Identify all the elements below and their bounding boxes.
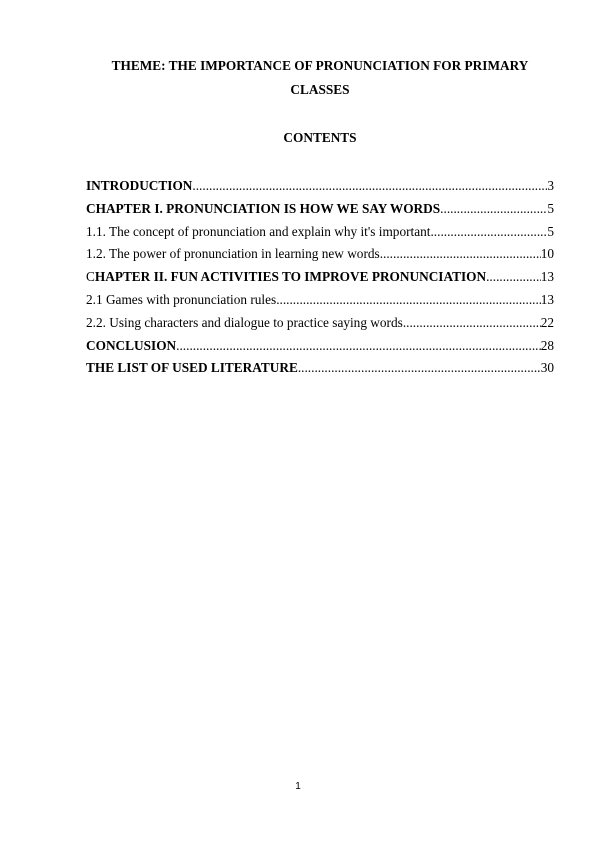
toc-entry-page: 28 bbox=[540, 337, 554, 353]
toc-entry-label: THE LIST OF USED LITERATURE bbox=[86, 360, 298, 376]
toc-entry-label: 1.2. The power of pronunciation in learning new words bbox=[86, 246, 380, 262]
document-title-line-2: CLASSES bbox=[290, 82, 350, 97]
page-number: 1 bbox=[295, 781, 301, 792]
toc-entry-section-2-2[interactable] bbox=[86, 312, 554, 335]
toc-entry-label: 2.2. Using characters and dialogue to practice saying words bbox=[86, 314, 403, 330]
toc-leader-dots bbox=[380, 243, 541, 266]
toc-entry-page: 30 bbox=[540, 360, 554, 376]
toc-entry-page: 5 bbox=[547, 200, 554, 216]
toc-entry-conclusion[interactable] bbox=[86, 335, 554, 358]
toc-leader-dots bbox=[298, 357, 541, 380]
toc-entry-section-1-1[interactable] bbox=[86, 221, 554, 244]
toc-leader-dots bbox=[403, 312, 541, 335]
document-title-line-1: THEME: THE IMPORTANCE OF PRONUNCIATION FOR PRIMARY bbox=[111, 58, 529, 73]
toc-entry-chapter-2[interactable] bbox=[86, 266, 554, 289]
toc-entry-literature[interactable] bbox=[86, 357, 554, 380]
toc-entry-page: 10 bbox=[540, 246, 554, 262]
toc-entry-label bbox=[86, 266, 486, 289]
toc-entry-page: 3 bbox=[547, 178, 554, 193]
toc-leader-dots bbox=[176, 335, 541, 358]
toc-leader-dots bbox=[430, 221, 547, 244]
contents-heading: CONTENTS bbox=[283, 130, 357, 145]
toc-leader-dots bbox=[486, 266, 541, 289]
toc-entry-label-initial: C bbox=[86, 269, 95, 285]
toc-leader-dots bbox=[276, 289, 541, 312]
toc-entry-introduction[interactable] bbox=[86, 175, 554, 198]
table-of-contents bbox=[86, 175, 554, 380]
toc-entry-page: 13 bbox=[540, 269, 554, 285]
toc-entry-label: 2.1 Games with pronunciation rules bbox=[86, 291, 277, 307]
toc-entry-label: INTRODUCTION bbox=[86, 178, 193, 193]
toc-entry-chapter-1[interactable] bbox=[86, 198, 554, 221]
toc-leader-dots bbox=[192, 175, 547, 198]
toc-entry-label: 1.1. The concept of pronunciation and explain why it's important bbox=[86, 223, 431, 239]
toc-leader-dots bbox=[440, 198, 547, 221]
toc-entry-section-1-2[interactable] bbox=[86, 243, 554, 266]
toc-entry-label: CONCLUSION bbox=[86, 337, 177, 353]
toc-entry-page: 13 bbox=[540, 291, 554, 307]
toc-entry-label-rest: HAPTER II. FUN ACTIVITIES TO IMPROVE PRONUNCIATION bbox=[94, 269, 487, 285]
toc-entry-section-2-1[interactable] bbox=[86, 289, 554, 312]
toc-entry-page: 5 bbox=[547, 223, 554, 239]
toc-entry-page: 22 bbox=[540, 314, 554, 330]
toc-entry-label: CHAPTER I. PRONUNCIATION IS HOW WE SAY WORDS bbox=[86, 200, 441, 216]
